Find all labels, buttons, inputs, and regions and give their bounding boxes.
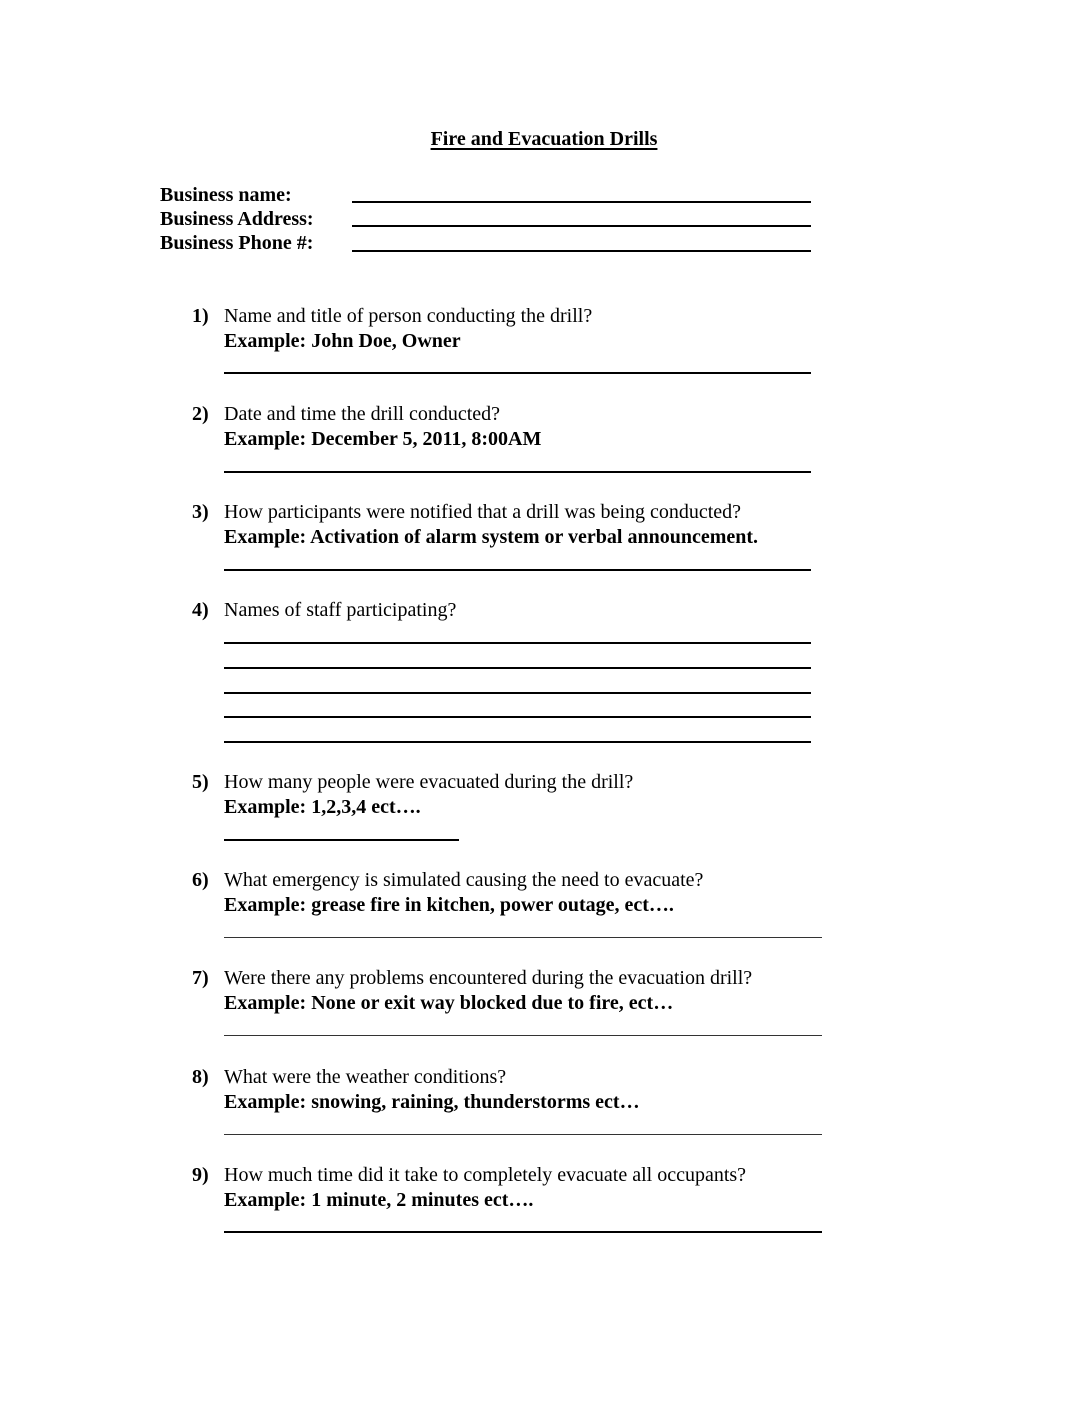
question-example: Example: John Doe, Owner — [224, 330, 461, 352]
business-name-field[interactable] — [352, 201, 811, 203]
question-example: Example: None or exit way blocked due to fire, ect… — [224, 992, 674, 1014]
question-example: Example: December 5, 2011, 8:00AM — [224, 428, 542, 450]
staff-name-field-3[interactable] — [224, 692, 811, 694]
business-address-field[interactable] — [352, 225, 811, 227]
question-number: 9) — [192, 1164, 209, 1186]
staff-name-field-2[interactable] — [224, 667, 811, 669]
question-example: Example: snowing, raining, thunderstorms ect… — [224, 1091, 640, 1113]
business-address-label: Business Address: — [160, 208, 314, 230]
question-text: Name and title of person conducting the drill? — [224, 305, 593, 327]
question-text: How participants were notified that a drill was being conducted? — [224, 501, 742, 523]
question-number: 7) — [192, 967, 209, 989]
question-example: Example: 1,2,3,4 ect…. — [224, 796, 421, 818]
page-title: Fire and Evacuation Drills — [430, 128, 658, 150]
question-number: 1) — [192, 305, 209, 327]
staff-name-field-1[interactable] — [224, 642, 811, 644]
question-number: 2) — [192, 403, 209, 425]
business-phone-field[interactable] — [352, 250, 811, 252]
question-number: 8) — [192, 1066, 209, 1088]
staff-name-field-5[interactable] — [224, 741, 811, 743]
business-name-label: Business name: — [160, 184, 292, 206]
business-phone-label: Business Phone #: — [160, 232, 314, 254]
answer-field-q9[interactable] — [224, 1231, 822, 1233]
question-example: Example: 1 minute, 2 minutes ect…. — [224, 1189, 534, 1211]
staff-name-field-4[interactable] — [224, 716, 811, 718]
answer-field-q5[interactable] — [224, 839, 459, 841]
question-number: 5) — [192, 771, 209, 793]
question-number: 4) — [192, 599, 209, 621]
question-text: Date and time the drill conducted? — [224, 403, 501, 425]
question-number: 3) — [192, 501, 209, 523]
question-text: What were the weather conditions? — [224, 1066, 507, 1088]
question-text: How many people were evacuated during the drill? — [224, 771, 634, 793]
answer-field-q3[interactable] — [224, 569, 811, 571]
question-text: How much time did it take to completely evacuate all occupants? — [224, 1164, 747, 1186]
question-text: What emergency is simulated causing the need to evacuate? — [224, 869, 704, 891]
question-text: Names of staff participating? — [224, 599, 457, 621]
question-example: Example: grease fire in kitchen, power outage, ect…. — [224, 894, 674, 916]
answer-field-q8[interactable] — [224, 1134, 822, 1135]
answer-field-q7[interactable] — [224, 1035, 822, 1036]
question-text: Were there any problems encountered during the evacuation drill? — [224, 967, 753, 989]
answer-field-q6[interactable] — [224, 937, 822, 938]
question-example: Example: Activation of alarm system or verbal announcement. — [224, 526, 759, 548]
answer-field-q1[interactable] — [224, 372, 811, 374]
answer-field-q2[interactable] — [224, 471, 811, 473]
question-number: 6) — [192, 869, 209, 891]
